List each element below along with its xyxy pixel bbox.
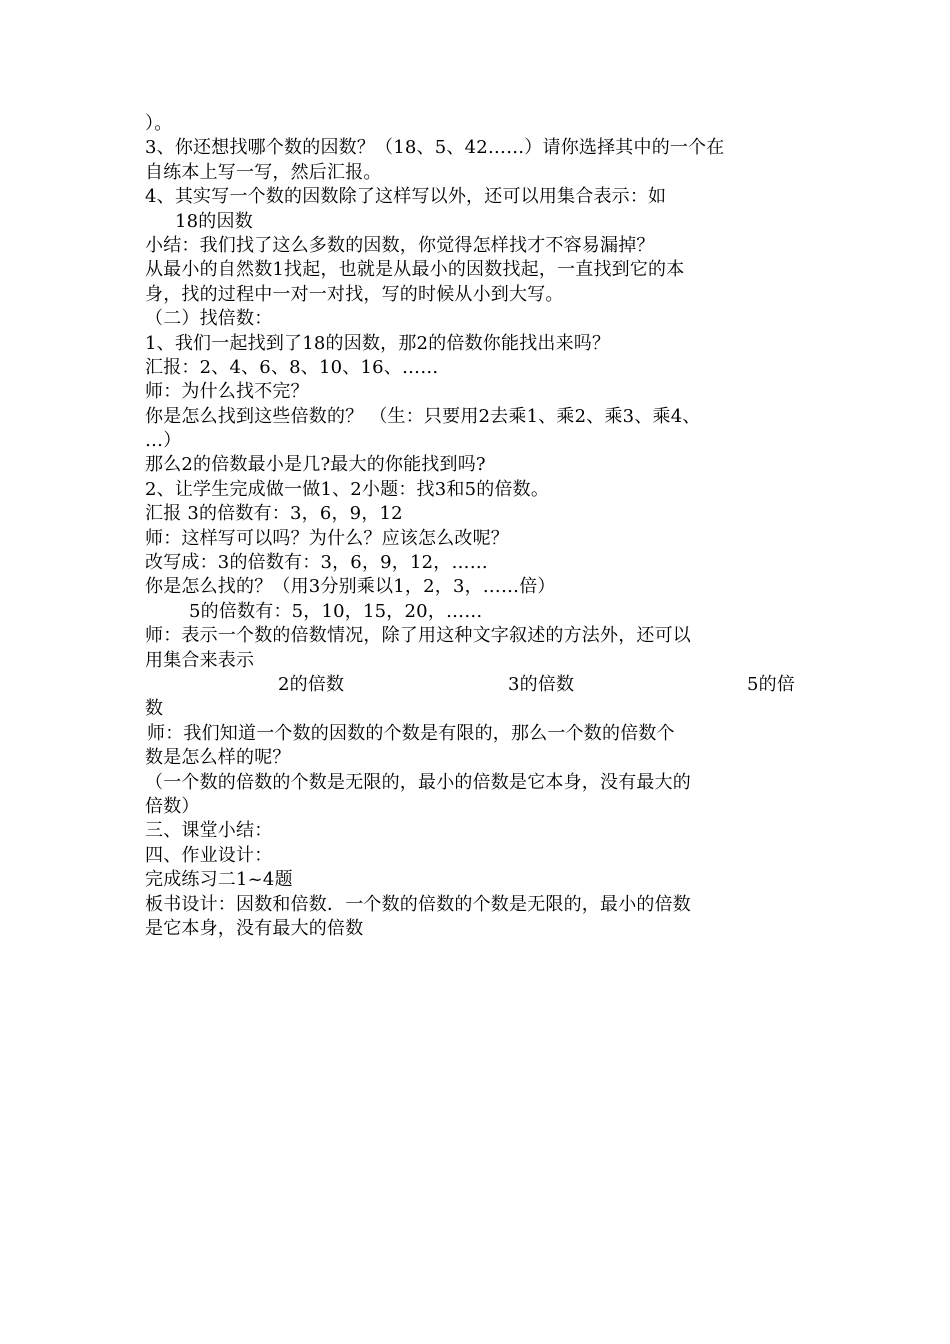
text-line: 师：表示一个数的倍数情况，除了用这种文字叙述的方法外，还可以	[145, 625, 691, 647]
text-line: 3、你还想找哪个数的因数？（18、5、42……）请你选择其中的一个在	[145, 137, 725, 159]
set-label-multiples-of-2: 2的倍数	[278, 673, 345, 695]
set-labels-row	[145, 673, 810, 697]
text-line: 数	[145, 698, 164, 720]
text-line: 1、我们一起找到了18的因数，那2的倍数你能找出来吗？	[145, 332, 611, 354]
section-heading: （二）找倍数：	[145, 308, 273, 330]
text-line: 用集合来表示	[145, 649, 255, 671]
set-label-multiples-of-5: 5的倍	[747, 673, 796, 695]
text-line: 5的倍数有：5，10，15，20，……	[189, 600, 483, 622]
section-heading: 四、作业设计：	[145, 844, 273, 866]
text-line: 4、其实写一个数的因数除了这样写以外，还可以用集合表示：如	[145, 186, 667, 208]
text-line: 师：我们知道一个数的因数的个数是有限的，那么一个数的倍数个	[147, 722, 675, 744]
text-line: 改写成：3的倍数有：3，6，9，12，……	[145, 552, 488, 574]
text-line: 师：为什么找不完？	[145, 381, 309, 403]
text-line: …）	[145, 430, 182, 452]
text-line: 从最小的自然数1找起，也就是从最小的因数找起，一直找到它的本	[145, 259, 685, 281]
text-line: 汇报：2、4、6、8、10、16、……	[145, 356, 439, 378]
text-line: 板书设计：因数和倍数．一个数的倍数的个数是无限的，最小的倍数	[145, 893, 691, 915]
text-line: 汇报 3的倍数有：3，6，9，12	[145, 503, 403, 525]
text-line: 是它本身，没有最大的倍数	[145, 917, 364, 939]
text-line: 数是怎么样的呢？	[145, 747, 291, 769]
text-line: 自练本上写一写，然后汇报。	[145, 161, 382, 183]
text-line: 18的因数	[175, 210, 253, 232]
text-line: （一个数的倍数的个数是无限的，最小的倍数是它本身，没有最大的	[145, 771, 691, 793]
document-page	[145, 112, 810, 941]
text-line: 身，找的过程中一对一对找，写的时候从小到大写。	[145, 283, 564, 305]
text-line: 师：这样写可以吗？为什么？应该怎么改呢？	[145, 527, 509, 549]
text-line: 2、让学生完成做一做1、2小题：找3和5的倍数。	[145, 478, 550, 500]
set-label-multiples-of-3: 3的倍数	[508, 673, 575, 695]
text-line: 你是怎么找到这些倍数的？ （生：只要用2去乘1、乘2、乘3、乘4、	[145, 405, 701, 427]
text-line: 你是怎么找的？（用3分别乘以1，2，3，……倍）	[145, 576, 556, 598]
text-line: 倍数）	[145, 795, 200, 817]
text-line: 完成练习二1~4题	[145, 869, 293, 891]
section-heading: 三、课堂小结：	[145, 820, 273, 842]
summary-line: 小结：我们找了这么多数的因数，你觉得怎样找才不容易漏掉？	[145, 234, 655, 256]
text-line: ）。	[145, 113, 173, 134]
text-line: 那么2的倍数最小是几?最大的你能找到吗?	[145, 454, 486, 476]
